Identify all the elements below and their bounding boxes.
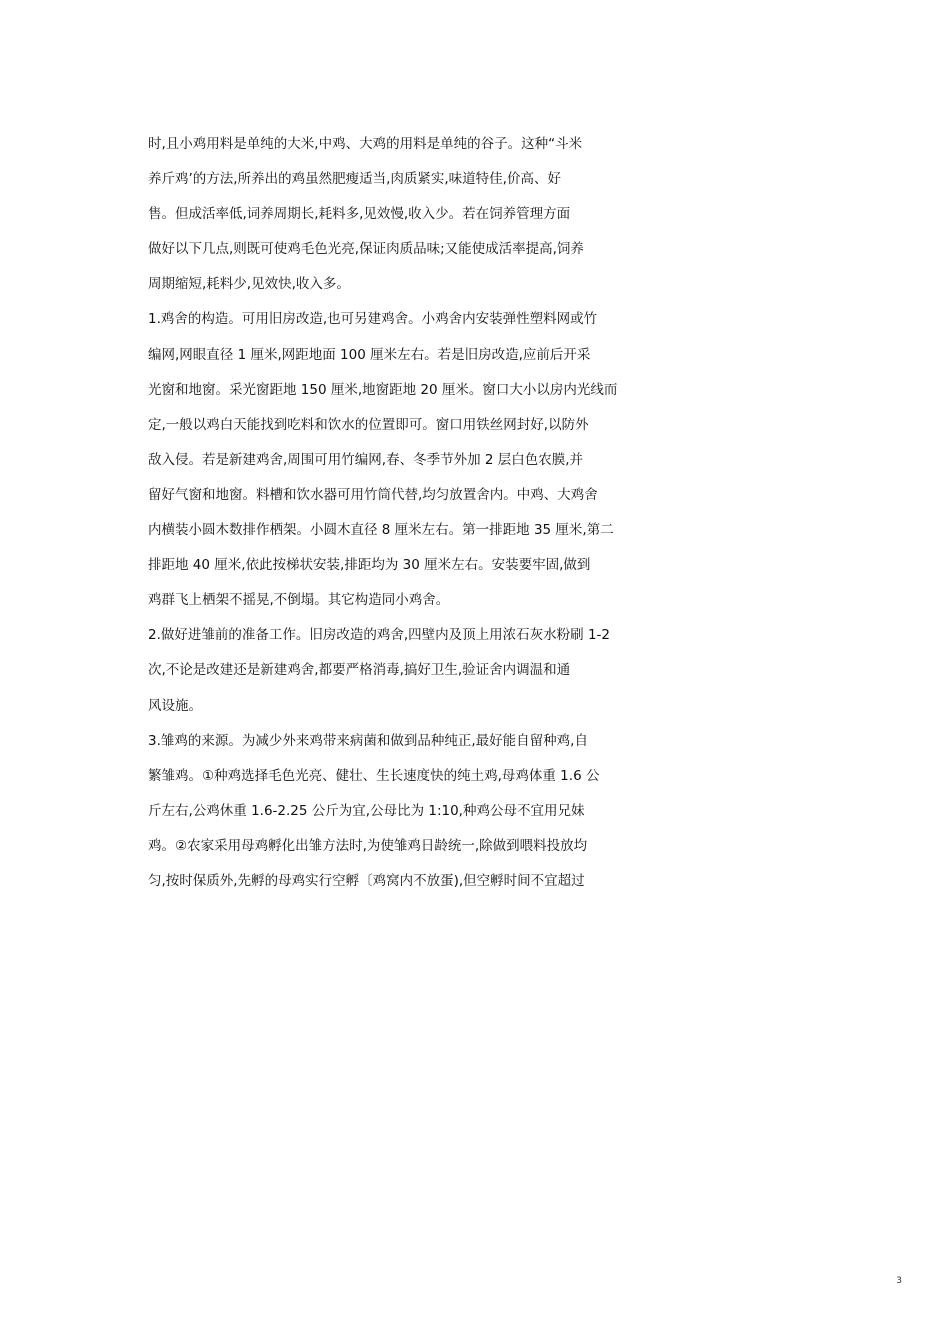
text-line: 售。但成活率低,词养周期长,耗料多,见效慢,收入少。若在饲养管理方面 [148,206,571,223]
text-line: 3.雏鸡的来源。为减少外来鸡带来病菌和做到品种纯正,最好能自留种鸡,自 [148,732,588,749]
text-line: 编网,网眼直径 1 厘米,网距地面 100 厘米左右。若是旧房改造,应前后开采 [148,346,591,363]
text-line: 内横装小圆木数排作栖架。小圆木直径 8 厘米左右。第一排距地 35 厘米,第二 [148,522,614,539]
text-line: 风设施。 [148,697,202,714]
text-line: 周期缩短,耗料少,见效快,收入多。 [148,276,350,293]
text-line: 时,且小鸡用料是单纯的大米,中鸡、大鸡的用料是单纯的谷子。这种“斗米 [148,136,583,152]
text-line: 敌入侵。若是新建鸡舍,周围可用竹编网,春、冬季节外加 2 层白色农膜,并 [148,451,584,468]
text-line: 繁雏鸡。①种鸡选择毛色光亮、健壮、生长速度快的纯土鸡,母鸡体重 1.6 公 [148,767,600,784]
text-line: 光窗和地窗。采光窗距地 150 厘米,地窗距地 20 厘米。窗口大小以房内光线而 [148,381,618,398]
text-line: 做好以下几点,则既可使鸡毛色光亮,保证肉质品味;又能使成活率提高,饲养 [148,241,584,258]
page-number: 3 [896,1276,902,1286]
text-line: 1.鸡舍的构造。可用旧房改造,也可另建鸡舍。小鸡舍内安装弹性塑料网或竹 [148,311,598,328]
text-line: 斤左右,公鸡休重 1.6-2.25 公斤为宜,公母比为 1:10,种鸡公母不宜用兄妹 [148,802,585,819]
text-line: 匀,按时保质外,先孵的母鸡实行空孵〔鸡窝内不放蛋),但空孵时间不宜超过 [148,872,585,889]
text-line: 养斤鸡’的方法,所养出的鸡虽然肥瘦适当,肉质紧实,味道特佳,价高、好 [148,171,561,188]
text-line: 次,不论是改建还是新建鸡舍,都要严格消毒,搞好卫生,验证舍内调温和通 [148,662,571,679]
text-line: 2.做好进雏前的准备工作。旧房改造的鸡舍,四壁内及顶上用浓石灰水粉刷 1-2 [148,627,611,644]
text-line: 排距地 40 厘米,依此按梯状安装,排距均为 30 厘米左右。安装要牢固,做到 [148,557,591,574]
text-line: 鸡群飞上栖架不摇晃,不倒塌。其它构造同小鸡舍。 [148,592,450,609]
text-line: 留好气窗和地窗。料槽和饮水器可用竹筒代替,均匀放置舍内。中鸡、大鸡舍 [148,486,598,503]
text-line: 鸡。②农家采用母鸡孵化出雏方法时,为使雏鸡日龄统一,除做到喂料投放均 [148,837,588,854]
text-line: 定,一般以鸡白天能找到吃料和饮水的位置即可。窗口用铁丝网封好,以防外 [148,416,589,433]
body-text [148,131,648,903]
